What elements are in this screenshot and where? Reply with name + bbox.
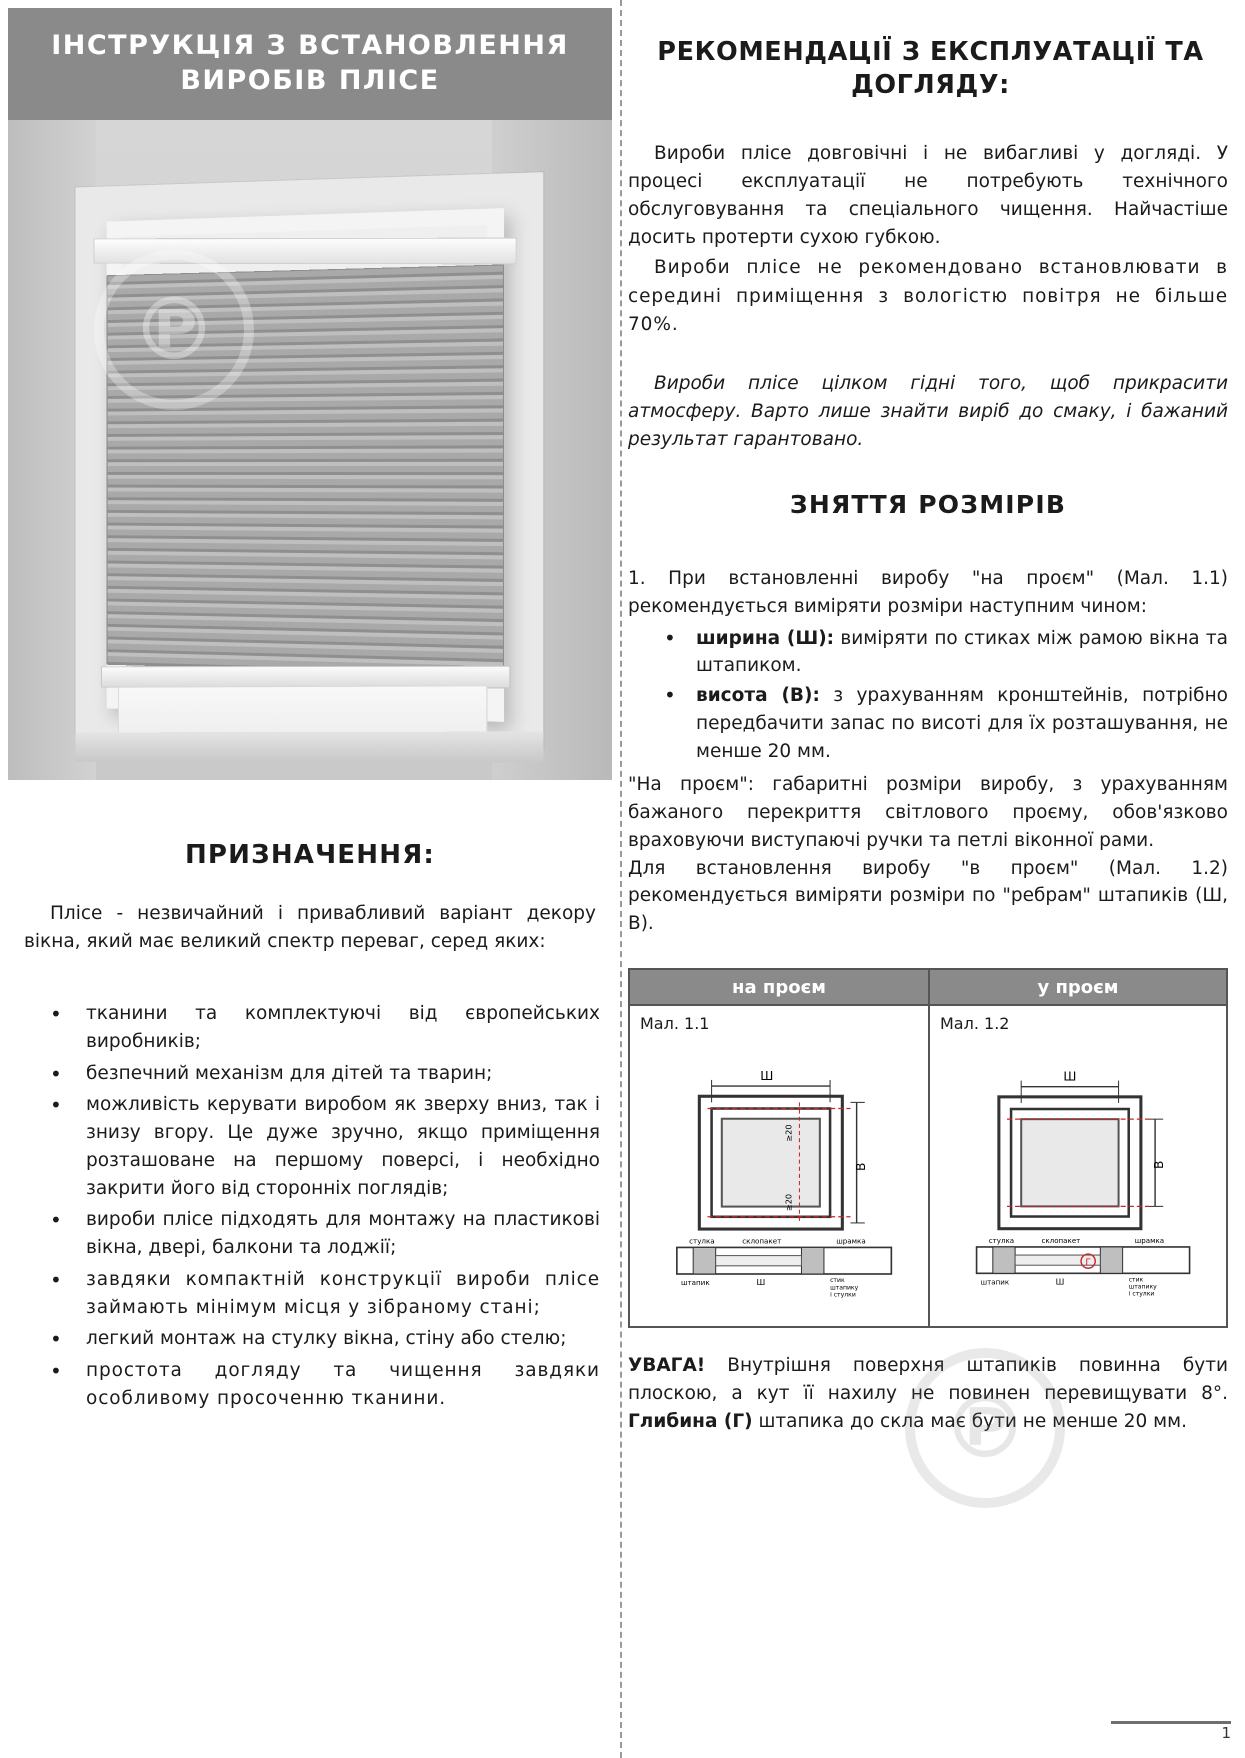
figures-table: [628, 968, 1228, 1328]
measuring-heading: ЗНЯТТЯ РОЗМІРІВ: [789, 490, 1067, 519]
watermark-icon: ℗: [94, 250, 254, 410]
measuring-bullets: [628, 625, 1228, 766]
figure-cell-on-opening: [630, 970, 928, 1326]
warning-lead: УВАГА!: [628, 1355, 706, 1376]
warning-text-2: штапика до скла має бути не менше 20 мм.: [752, 1410, 1187, 1432]
list-item: • легкий монтаж на стулку вікна, стіну або стелю;: [30, 1325, 600, 1353]
svg-text:і стулки: і стулки: [830, 1291, 856, 1299]
svg-text:≥20: ≥20: [783, 1193, 794, 1212]
list-item: • можливість керувати виробом як зверху вниз, так і знизу вгору. Це дуже зручно, якщо приміщення розташоване на першому поверсі, і необхідно закрити його від сторонніх поглядів;: [30, 1091, 600, 1202]
svg-text:штапику: штапику: [830, 1284, 859, 1292]
instruction-title-band: [8, 8, 612, 120]
photo-blind-headrail: [94, 238, 517, 265]
bullet-lead-width: ширина (Ш):: [696, 627, 835, 649]
list-item: [628, 682, 1228, 765]
instruction-title: ІНСТРУКЦІЯ З ВСТАНОВЛЕННЯ ВИРОБІВ ПЛІСЕ: [51, 30, 569, 96]
bullet-text-width: виміряти по стиках між рамою вікна та штапиком.: [696, 627, 1229, 677]
measuring-body: [628, 565, 1228, 938]
photo-pleated-fabric: [107, 264, 504, 675]
warning-text-1: Внутрішня поверхня штапиків повинна бути плоскою, а кут її нахилу не повинен перевищувати 8°.: [628, 1355, 1228, 1404]
figure-cell-in-opening: [928, 970, 1226, 1326]
figure-header-in-opening: у проєм: [930, 970, 1226, 1006]
purpose-intro-text: Пліcе - незвичайний і привабливий варіант декору вікна, який має великий спектр переваг, серед яких:: [24, 903, 596, 952]
right-column: [628, 0, 1245, 1758]
recommendations-paragraphs: [628, 140, 1228, 341]
svg-text:стулка: стулка: [988, 1235, 1015, 1245]
window-diagram-in-opening-svg: [936, 1038, 1220, 1320]
measuring-intro: 1. При встановленні виробу "на проєм" (Мал. 1.1) рекомендується виміряти розміри наступним чином:: [628, 568, 1228, 617]
figure-number-1-2: Мал. 1.2: [940, 1014, 1010, 1033]
measuring-note-on: "На проєм": габаритні розміри виробу, з урахуванням бажаного перекриття світлового проєму, обов'язково враховуючи виступаючі ручки та петлі віконної рами.: [628, 774, 1228, 851]
fold-dashed-line: [620, 0, 622, 1758]
figure-number-1-1: Мал. 1.1: [640, 1014, 710, 1033]
svg-text:стик: стик: [1128, 1276, 1144, 1284]
svg-text:Г: Г: [1085, 1258, 1091, 1269]
svg-text:Ш: Ш: [1055, 1276, 1065, 1287]
purpose-advantages-list: [30, 1000, 600, 1417]
product-photo: [8, 120, 612, 780]
svg-text:склопакет: склопакет: [742, 1236, 782, 1246]
bullet-text-height: з урахуванням кронштейнів, потрібно передбачити запас по висоті для їх розташування, не менше 20 мм.: [696, 685, 1228, 762]
figure-header-on-opening: на проєм: [630, 970, 928, 1006]
paragraph-italic: Вироби пліcе цілком гідні того, щоб прикрасити атмосферу. Варто лише знайти виріб до смаку, і бажаний результат гарантовано.: [628, 373, 1228, 451]
svg-text:В: В: [853, 1162, 868, 1171]
svg-text:Ш: Ш: [760, 1068, 774, 1083]
svg-text:Ш: Ш: [756, 1277, 766, 1288]
photo-window-sill: [75, 732, 543, 763]
svg-text:Ш: Ш: [1063, 1069, 1077, 1084]
svg-text:шрамка: шрамка: [836, 1236, 866, 1246]
measuring-note-in: Для встановлення виробу "в проєм" (Мал. 1.2) рекомендується виміряти розміри по "ребрам" штапиків (Ш, В).: [628, 857, 1228, 934]
purpose-intro: [24, 900, 596, 956]
footer-rule: [1111, 1721, 1231, 1724]
list-item: • вироби пліcе підходять для монтажу на пластикові вікна, двері, балкони та лоджії;: [30, 1206, 600, 1262]
svg-text:штапику: штапику: [1128, 1283, 1157, 1291]
warning-block: [628, 1352, 1228, 1435]
svg-text:стик: стик: [830, 1277, 845, 1285]
svg-text:стулка: стулка: [689, 1236, 715, 1246]
list-item: • безпечний механізм для дітей та тварин;: [30, 1060, 600, 1088]
left-column: [0, 0, 620, 1758]
paragraph: Вироби пліcе довговічні і не вибагливі у догляді. У процесі експлуатації не потребують технічного обслуговування та спеціального чищення. Найчастіше досить протерти сухою губкою.: [628, 143, 1228, 249]
warning-bold-depth: Глибина (Г): [628, 1410, 753, 1432]
figure-drawing-1-1: [636, 1038, 922, 1320]
list-item: [628, 625, 1228, 681]
svg-text:склопакет: склопакет: [1041, 1235, 1081, 1245]
svg-text:і стулки: і стулки: [1128, 1290, 1155, 1298]
list-item: • завдяки компактній конструкції вироби пліcе займають мінімум місця у зібраному стані;: [30, 1266, 600, 1322]
watermark-icon: ℗: [905, 1348, 1065, 1508]
list-item: • тканини та комплектуючі від європейських виробників;: [30, 1000, 600, 1056]
recommendations-italic-note: [628, 370, 1228, 454]
paragraph: Вироби пліcе не рекомендовано встановлювати в середині приміщення з вологістю повітря не більше 70%.: [628, 257, 1228, 335]
page-number: 1: [1221, 1724, 1231, 1742]
svg-text:≥20: ≥20: [783, 1124, 794, 1142]
list-item: • простота догляду та чищення завдяки особливому просоченню тканини.: [30, 1357, 600, 1413]
figure-drawing-1-2: [936, 1038, 1220, 1320]
svg-text:шрамка: шрамка: [1134, 1235, 1165, 1245]
svg-text:штапик: штапик: [680, 1278, 710, 1288]
purpose-heading: ПРИЗНАЧЕННЯ:: [184, 840, 436, 870]
bullet-lead-height: висота (В):: [696, 685, 820, 706]
window-diagram-on-opening-svg: [636, 1038, 922, 1320]
svg-text:штапик: штапик: [980, 1277, 1010, 1287]
svg-text:В: В: [1152, 1160, 1167, 1169]
recommendations-heading: РЕКОМЕНДАЦІЇ З ЕКСПЛУАТАЦІЇ ТА ДОГЛЯДУ:: [657, 37, 1204, 101]
